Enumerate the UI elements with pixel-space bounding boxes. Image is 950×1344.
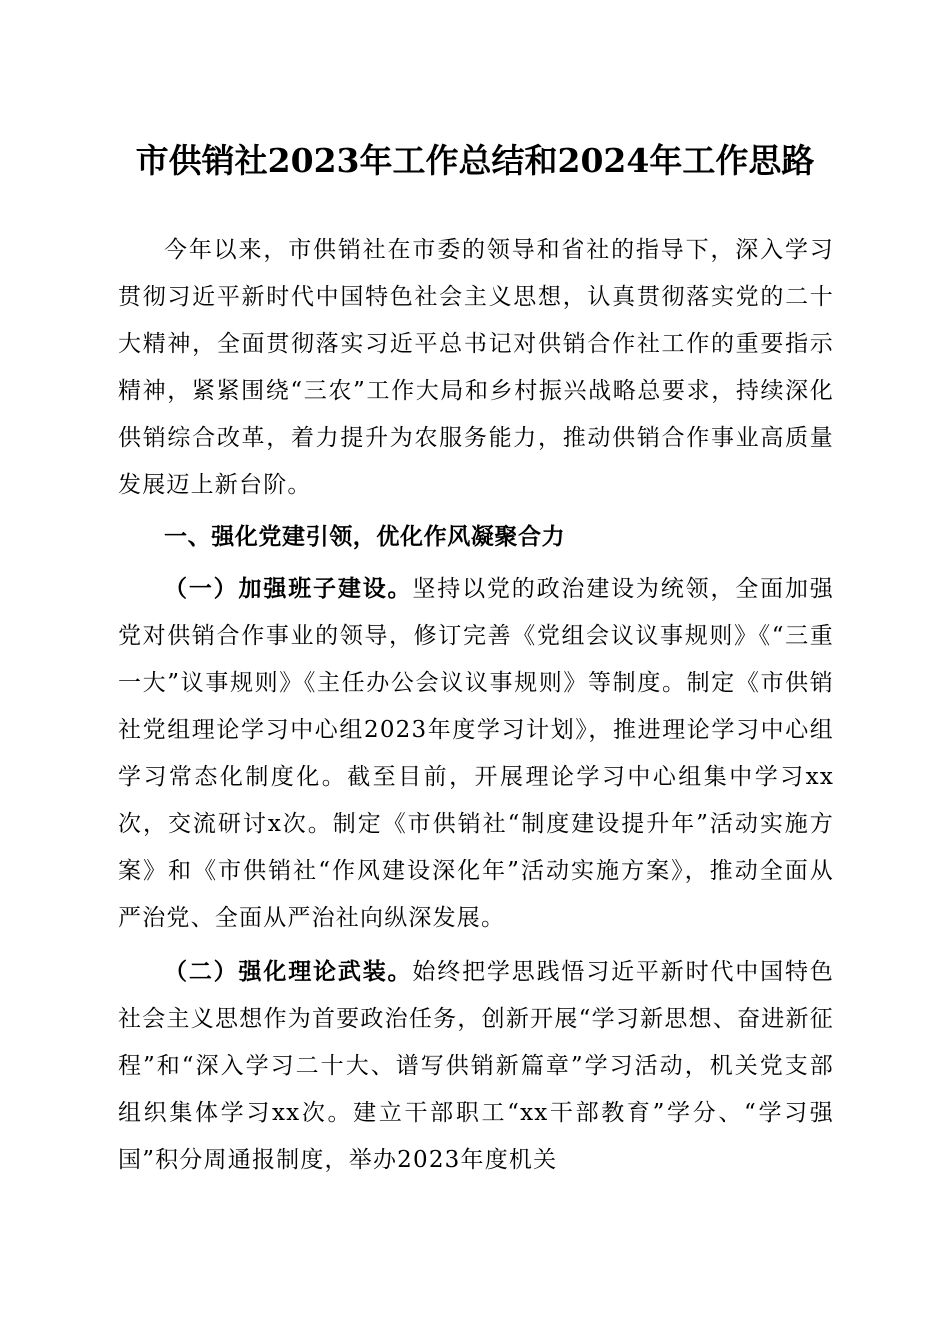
section-heading: 一、强化党建引领，优化作风凝聚合力 (164, 524, 566, 550)
item-1-lead: （一）加强班子建设。 (164, 575, 413, 602)
item-2-text: 始终把学思践悟习近平新时代中国特色社会主义思想作为首要政治任务，创新开展“学习新思想、奋进新征程”和“深入学习二十大、谱写供销新篇章”学习活动，机关党支部组织集体学习xx次。建立干部职工“xx干部教育”学分、“学习强国”积分周通报制度，举办2023年度机关 (118, 959, 835, 1173)
document-body (118, 227, 834, 1184)
intro-paragraph: 今年以来，市供销社在市委的领导和省社的指导下，深入学习贯彻习近平新时代中国特色社会主义思想，认真贯彻落实党的二十大精神，全面贯彻落实习近平总书记对供销合作社工作的重要指示精神，紧紧围绕“三农”工作大局和乡村振兴战略总要求，持续深化供销综合改革，着力提升为农服务能力，推动供销合作事业高质量发展迈上新台阶。 (118, 237, 834, 498)
paragraph-item-1 (118, 565, 834, 942)
paragraph-item-2 (118, 948, 834, 1184)
document-title: 市供销社2023年工作总结和2024年工作思路 (135, 141, 815, 180)
item-2-lead: （二）强化理论武装。 (164, 958, 413, 985)
item-1-text: 坚持以党的政治建设为统领，全面加强党对供销合作事业的领导，修订完善《党组会议议事规则》《“三重一大”议事规则》《主任办公会议议事规则》等制度。制定《市供销社党组理论学习中心组2023年度学习计划》，推进理论学习中心组学习常态化制度化。截至目前，开展理论学习中心组集中学习xx次，交流研讨x次。制定《市供销社“制度建设提升年”活动实施方案》和《市供销社“作风建设深化年”活动实施方案》，推动全面从严治党、全面从严治社向纵深发展。 (118, 576, 835, 931)
